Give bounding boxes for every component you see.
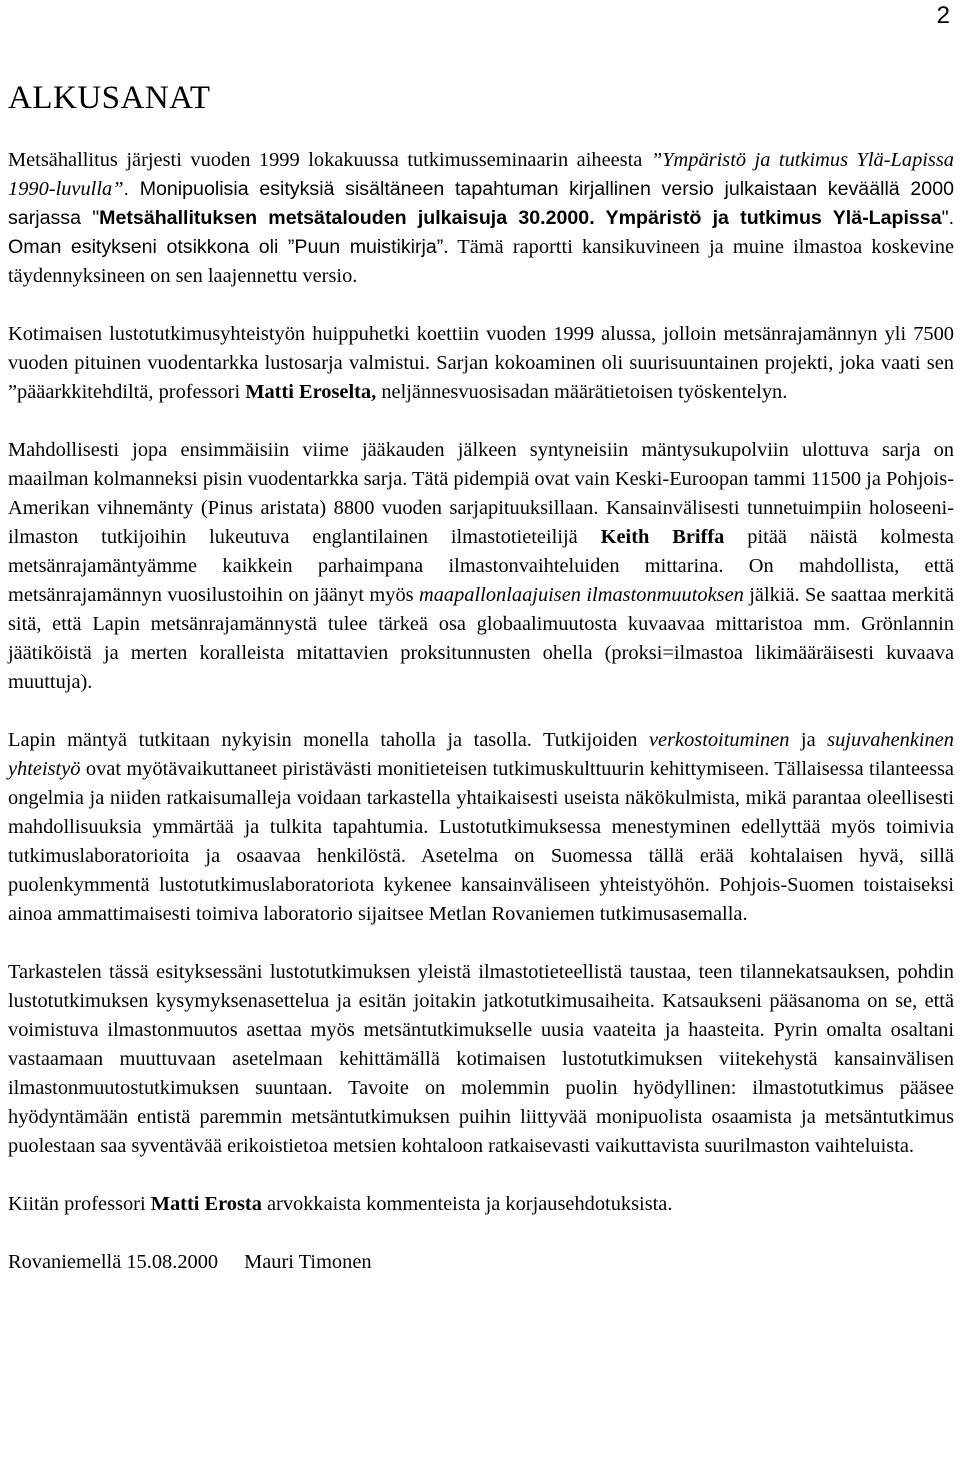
text-run: arvokkaista kommenteista ja korjausehdotuksista. [261, 1193, 673, 1215]
text-run: Tarkastelen tässä esityksessäni lustotutkimuksen yleistä ilmastotieteellistä taustaa, teen tilannekatsauksen, pohdin lustotutkimuksen kysymyksenasettelua ja esitän joitakin jatkotutkimusaiheita. Katsaukseni pääsanoma on se, että voimistuva ilmastonmuutos asettaa myös metsäntutkimukselle uusia vaateita ja haasteita. Pyrin omalta osaltani vastaamaan muuttuvaan asetelmaan kehittämällä kotimaisen lustotutkimuksen viitekehystä kansainvälisen ilmastonmuutostutkimuksen suuntaan. Tavoite on molemmin puolin hyödyllinen: ilmastotutkimus pääsee hyödyntämään entistä paremmin metsäntutkimuksen puihin liittyvää monipuolista osaamista ja metsäntutkimus puolestaan saa syventävää erikoistietoa metsien kohtaloon ratkaisevasti vaikuttavista suurilmaston vaihteluista. [8, 961, 954, 1157]
place-date: Rovaniemellä 15.08.2000 [8, 1251, 219, 1273]
text-run: Kiitän professori [8, 1193, 151, 1215]
paragraph-research [8, 726, 954, 929]
page-number: 2 [936, 2, 950, 29]
text-run: pitää näistä kolmesta metsänrajamäntyämme kaikkein parhaimpana ilmastonvaihteluiden mittarina. On mahdollista, että metsänrajamännyn vuosilustoihin on jäänyt myös [8, 526, 954, 606]
text-run: Kotimaisen lustotutkimusyhteistyön huippuhetki koettiin vuoden 1999 alussa, jolloin metsänrajamännyn yli 7500 vuoden pituinen vuodentarkka lustosarja valmistui. Sarjan kokoaminen oli suurisuuntainen projekti, joka vaati sen ”pääarkkitehdiltä, professori [8, 323, 954, 403]
signature [8, 1248, 954, 1277]
emphasis: maapallonlaajuisen ilmastonmuutoksen [419, 584, 744, 606]
text-run: ja [789, 729, 828, 751]
paragraph-cooperation [8, 320, 954, 407]
person-name: Keith Briffa [600, 526, 725, 548]
seminar-title: ”Ympäristö ja tutkimus Ylä-Lapissa 1990-luvulla” [8, 149, 954, 200]
page-title: ALKUSANAT [8, 80, 211, 116]
paragraph-series [8, 436, 954, 697]
text-run: . Tämä raportti kansikuvineen ja muine ilmastoa koskevine täydennyksineen on sen laajennettu versio. [8, 236, 955, 287]
text-run: ovat myötävaikuttaneet piristävästi monitieteisen tutkimuskulttuurin kehittymiseen. Tällaisessa tilanteessa ongelmia ja niiden ratkaisumalleja voidaan tarkastella yhtaikaisesti useista näkökulmista, mikä parantaa oleellisesti mahdollisuuksia ymmärtää ja tulkita tapahtumia. Lustotutkimuksessa menestyminen edellyttää myös toimivia tutkimuslaboratorioita ja osaavaa henkilöstä. Asetelma on Suomessa tällä erää kohtalaisen hyvä, sillä puolenkymmentä lustotutkimuslaboratoriota kykenee kansainväliseen yhteistyöhön. Pohjois-Suomen toistaiseksi ainoa ammattimaisesti toimiva laboratorio sijaitsee Metlan Rovaniemen tutkimusasemalla. [8, 758, 954, 925]
document-body [8, 146, 954, 1306]
emphasis: verkostoituminen [648, 729, 790, 751]
emphasis: sujuvahenkinen yhteistyö [8, 729, 954, 780]
paragraph-purpose [8, 958, 954, 1161]
text-run: Metsähallitus järjesti vuoden 1999 lokakuussa tutkimusseminaarin aiheesta [8, 149, 651, 171]
text-run: neljännesvuosisadan määrätietoisen työskentelyn. [376, 381, 788, 403]
paragraph-intro [8, 146, 954, 291]
text-run: ". Oman esitykseni otsikkona oli ”Puun muistikirja” [8, 207, 955, 258]
text-run: jälkiä. Se saattaa merkitä sitä, että Lapin metsänrajamännystä tulee tärkeä osa globaalimuutosta kuvaavaa mittaristoa mm. Grönlannin jäätiköistä ja merten koralleista mitattavien proksitunnusten ohella (proksi=ilmastoa likimääräisesti kuvaava muuttuja). [8, 584, 954, 693]
paragraph-thanks [8, 1190, 954, 1219]
person-name: Matti Eroselta, [245, 381, 377, 403]
text-run: Mahdollisesti jopa ensimmäisiin viime jääkauden jälkeen syntyneisiin mäntysukupolviin ulottuva sarja on maailman kolmanneksi pisin vuodentarkka sarja. Tätä pidempiä ovat vain Keski-Euroopan tammi 11500 ja Pohjois-Amerikan vihnemänty (Pinus aristata) 8800 vuoden sarjapituuksillaan. Kansainvälisesti tunnetuimpiin holoseeni-ilmaston tutkijoihin lukeutuva englantilainen ilmastotieteilijä [8, 439, 954, 548]
text-run: . Monipuolisia esityksiä sisältäneen tapahtuman kirjallinen versio julkaistaan keväällä 2000 sarjassa " [8, 178, 954, 229]
text-run: Lapin mäntyä tutkitaan nykyisin monella taholla ja tasolla. Tutkijoiden [8, 729, 649, 751]
author-name: Mauri Timonen [244, 1251, 372, 1273]
publication-title: Metsähallituksen metsätalouden julkaisuja 30.2000. Ympäristö ja tutkimus Ylä-Lapissa [99, 207, 942, 229]
person-name: Matti Erosta [150, 1193, 262, 1215]
